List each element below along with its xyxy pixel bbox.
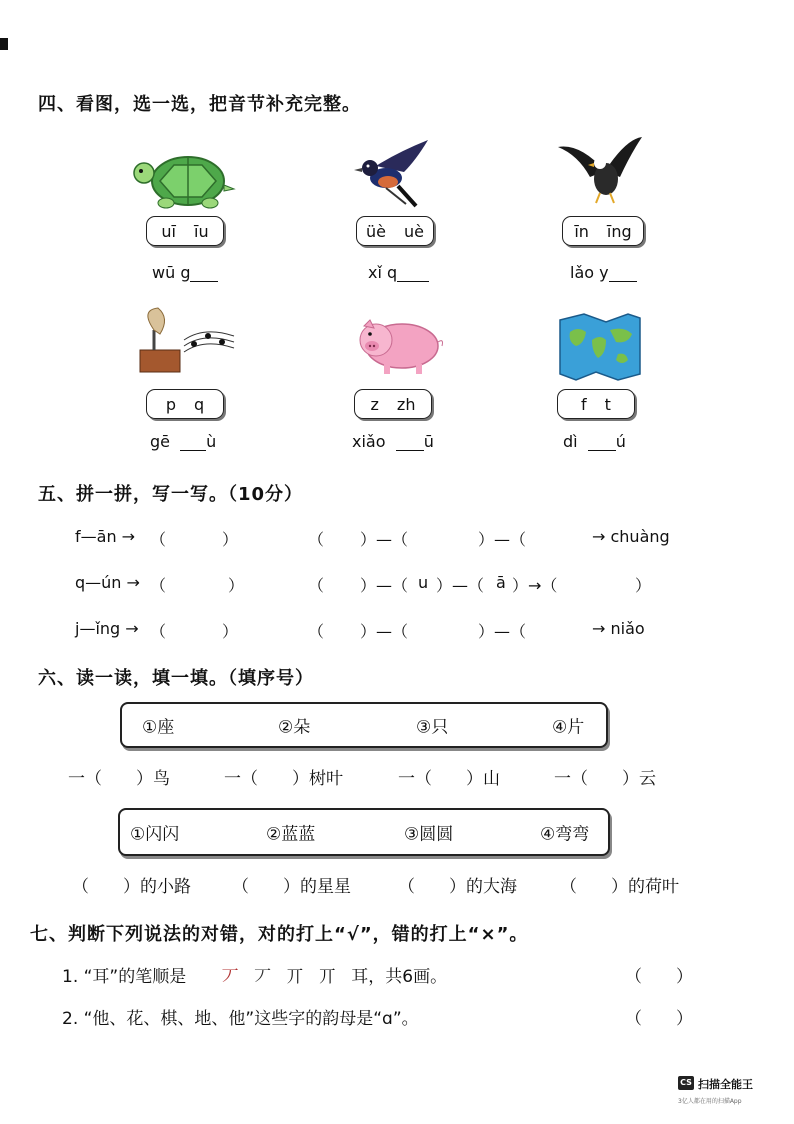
syllable-2 [368,263,429,282]
stroke-step: 耳 [351,967,369,987]
adjective-blank-2[interactable]: （ ）的星星 [232,877,351,897]
syllable-suffix: ú [615,432,626,451]
option[interactable]: z [370,394,379,414]
answer-paren: ）—（ [360,530,409,549]
option[interactable]: uè [404,221,424,241]
turtle-icon [130,143,240,215]
corner-mark [0,38,8,50]
section4-title: 四、看图，选一选，把音节补充完整。 [38,94,361,115]
answer-paren: ）→（ [512,576,558,595]
syllable-prefix: wū g [152,263,191,282]
app-tagline: 3亿人都在用的扫描App [678,1098,742,1105]
row5-3-end: → niǎo [592,619,645,638]
syllable-4 [150,432,216,451]
row5-3-start: j—ǐng → [75,619,139,638]
choice-item: ③只 [416,717,449,738]
syllable-prefix: dì [563,432,578,451]
answer-paren[interactable]: （ [308,530,325,549]
syllable-prefix: lǎo y [570,263,609,282]
syllable-3 [570,263,637,282]
syllable-6 [563,432,626,451]
answer-paren[interactable]: （ [150,576,167,595]
option-box-4 [146,389,224,419]
question-text: 1. “耳”的笔顺是 [62,967,187,987]
answer-paren[interactable]: （ [308,576,325,595]
stroke-step: 丌 [318,967,336,987]
magpie-icon [346,136,456,208]
answer-blank[interactable] [397,265,429,282]
option-box-5 [354,389,432,419]
option[interactable]: īng [606,221,632,241]
choice-item: ①闪闪 [130,824,180,845]
answer-blank[interactable] [190,265,218,282]
stroke-step: 丆 [221,967,239,987]
given-letter: ā [496,573,506,592]
section7-title: 七、判断下列说法的对错，对的打上“√”，错的打上“×”。 [30,924,529,945]
syllable-prefix: xǐ q [368,263,398,282]
option[interactable]: t [604,394,611,414]
choice-item: ①座 [142,717,175,738]
syllable-suffix: ū [423,432,434,451]
question-2: 2. “他、花、棋、地、他”这些字的韵母是“ɑ”。 [62,1009,419,1029]
answer-blank[interactable] [180,434,206,451]
judge-blank-1[interactable]: （ ） [625,967,693,987]
choice-item: ④弯弯 [540,824,590,845]
syllable-prefix: gē [150,432,170,451]
answer-paren[interactable]: ）—（ [478,530,527,549]
choice-item: ②蓝蓝 [266,824,316,845]
option[interactable]: īu [194,221,209,241]
measure-word-blank-1[interactable]: 一（ ）鸟 [68,769,170,789]
syllable-5 [352,432,434,451]
eagle-icon [550,133,660,205]
option-box-1 [146,216,224,246]
answer-blank[interactable] [609,265,637,282]
adjective-blank-3[interactable]: （ ）的大海 [398,877,517,897]
measure-word-blank-3[interactable]: 一（ ）山 [398,769,500,789]
stroke-order [222,962,369,987]
option[interactable]: p [165,394,176,414]
adjective-blank-4[interactable]: （ ）的荷叶 [560,877,679,897]
camscanner-logo-icon: CS [678,1076,694,1090]
judge-blank-2[interactable]: （ ） [625,1009,693,1029]
option[interactable]: f [581,394,587,414]
answer-paren: ） [222,622,239,641]
answer-paren[interactable]: （ [308,622,325,641]
measure-word-blank-2[interactable]: 一（ ）树叶 [224,769,343,789]
answer-paren: ）—（ [360,622,409,641]
word-choice-box-2 [118,808,610,856]
option[interactable]: uī [161,221,176,241]
stroke-step: 丆 [254,967,272,987]
choice-item: ④片 [552,717,585,738]
option[interactable]: q [194,394,205,414]
section5-title: 五、拼一拼，写一写。（10分） [38,484,304,505]
gramophone-icon [130,306,240,378]
question-tail: ，共6画。 [368,967,448,987]
row5-2-start: q—ún → [75,573,140,592]
answer-blank[interactable] [588,434,616,451]
option[interactable]: zh [396,394,416,414]
answer-paren: ） [228,576,245,595]
choice-item: ③圆圆 [404,824,454,845]
syllable-prefix: xiǎo [352,432,386,451]
answer-paren: ） [222,530,239,549]
answer-blank[interactable] [396,434,424,451]
stroke-step: 丌 [286,967,304,987]
choice-item: ②朵 [278,717,311,738]
answer-paren[interactable]: ）—（ [478,622,527,641]
section6-title: 六、读一读，填一填。（填序号） [38,668,314,689]
answer-paren[interactable]: （ [150,530,167,549]
answer-paren[interactable]: （ [150,622,167,641]
syllable-suffix: ù [206,432,217,451]
option[interactable]: īn [574,221,589,241]
answer-paren: ）—（ [436,576,485,595]
word-choice-box-1 [120,702,608,748]
pig-icon [346,310,456,382]
option-box-3 [562,216,644,246]
question-1 [62,962,447,987]
answer-paren: ） [635,576,652,595]
syllable-1 [152,263,218,282]
row5-1-end: → chuàng [592,527,670,546]
given-letter: u [418,573,429,592]
app-name: 扫描全能王 [698,1078,753,1091]
measure-word-blank-4[interactable]: 一（ ）云 [554,769,656,789]
option-box-6 [557,389,635,419]
option[interactable]: üè [366,221,386,241]
option-box-2 [356,216,434,246]
adjective-blank-1[interactable]: （ ）的小路 [72,877,191,897]
answer-paren: ）—（ [360,576,409,595]
row5-1-start: f—ān → [75,527,136,546]
map-icon [548,310,658,382]
